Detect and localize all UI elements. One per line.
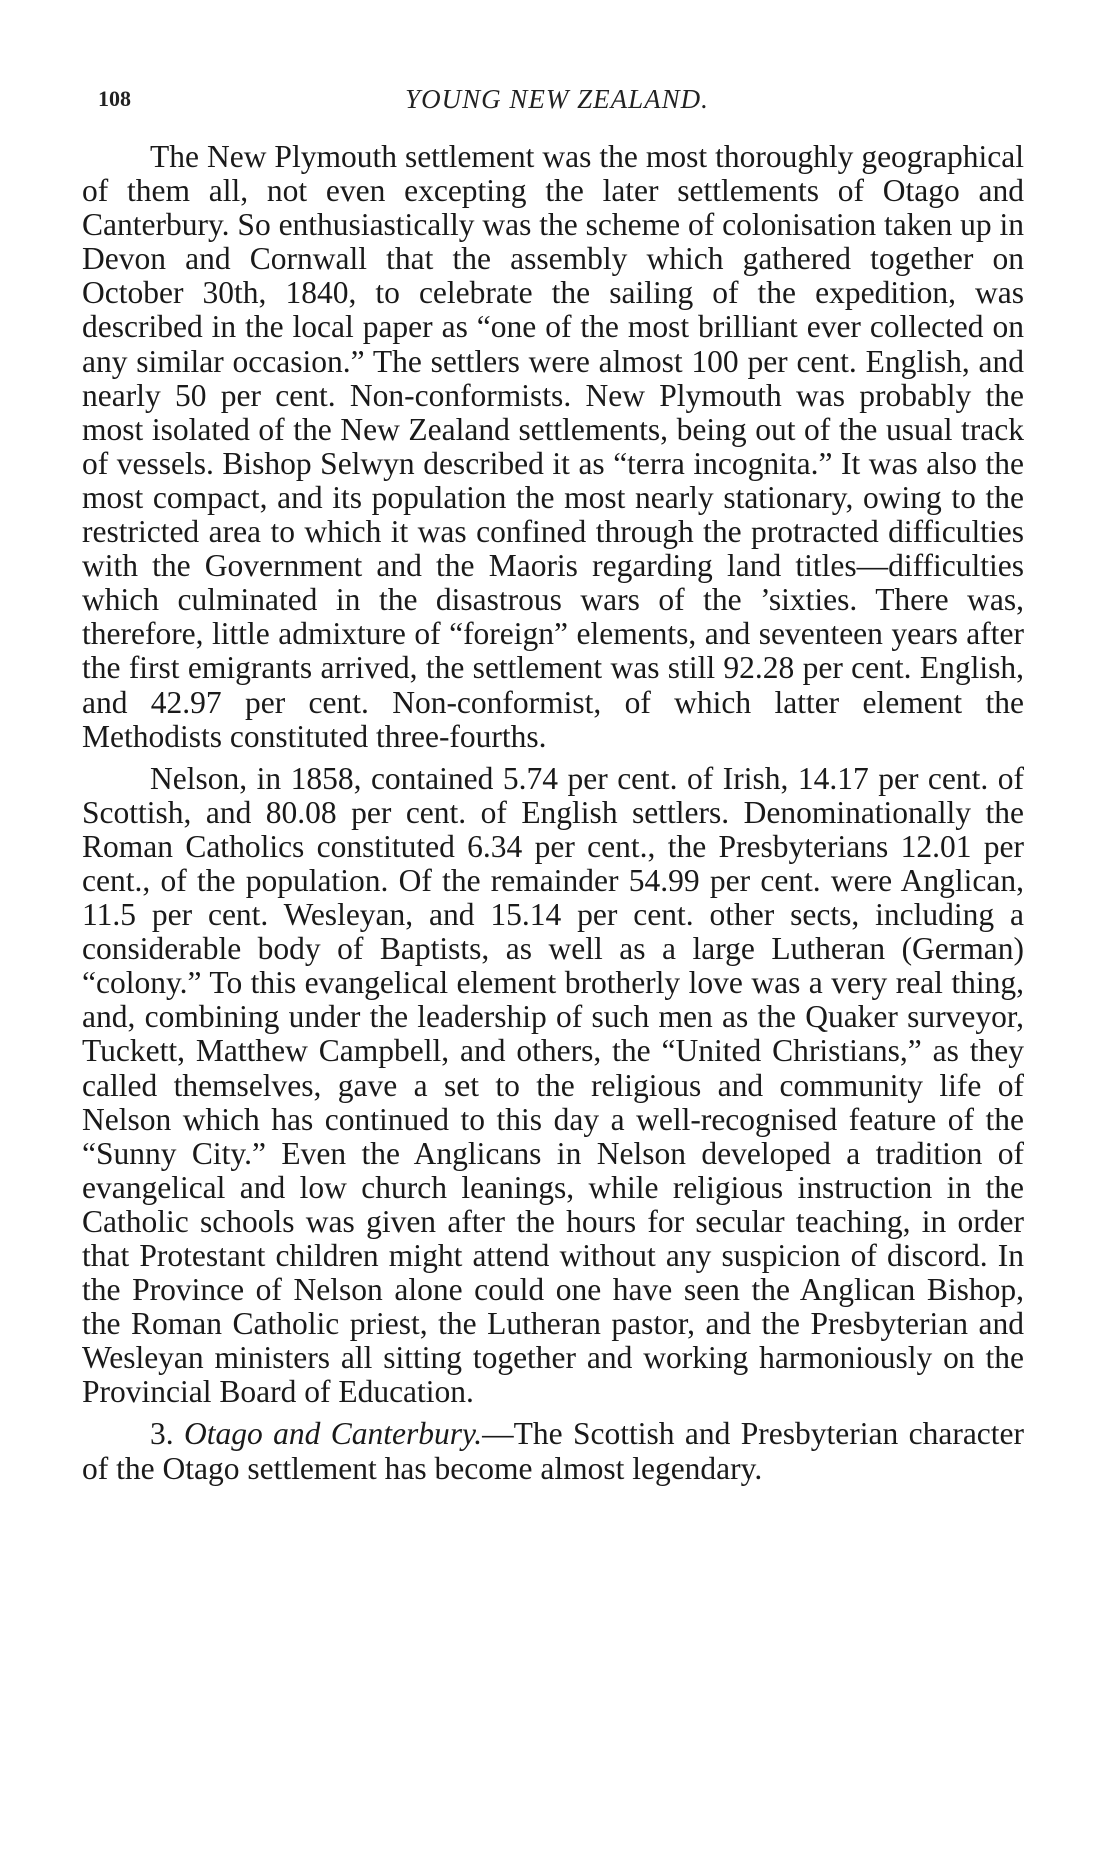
section-number: 3.	[150, 1416, 174, 1452]
page-number: 108	[98, 86, 131, 111]
paragraph-otago-canterbury	[82, 1417, 1024, 1485]
body-text	[82, 140, 1024, 1486]
section-text: —The Scottish and Presbyterian character of the Otago settlement has become almost legendary.	[82, 1416, 1025, 1486]
paragraph-nelson: Nelson, in 1858, contained 5.74 per cent. of Irish, 14.17 per cent. of Scottish, and 80.08 per cent. of English settlers. Denominationally the Roman Catholics constituted 6.34 per cent., the Presbyterians 12.01 per cent., of the population. Of the remainder 54.99 per cent. were Anglican, 11.5 per cent. Wesleyan, and 15.14 per cent. other sects, including a considerable body of Baptists, as well as a large Lutheran (German) “colony.” To this evangelical element brotherly love was a very real thing, and, combining under the leadership of such men as the Quaker surveyor, Tuckett, Matthew Campbell, and others, the “United Christians,” as they called themselves, gave a set to the religious and community life of Nelson which has continued to this day a well-recognised feature of the “Sunny City.” Even the Anglicans in Nelson developed a tradition of evangelical and low church leanings, while religious instruction in the Catholic schools was given after the hours for secular teaching, in order that Protestant children might attend without any suspicion of discord. In the Province of Nelson alone could one have seen the Anglican Bishop, the Roman Catholic priest, the Lutheran pastor, and the Presbyterian and Wesleyan ministers all sitting together and working harmoniously on the Provincial Board of Education.	[82, 760, 1024, 1410]
section-title: Otago and Canterbury.	[184, 1416, 483, 1452]
paragraph-new-plymouth: The New Plymouth settlement was the most thoroughly geographical of them all, not even excepting the later settlements of Otago and Canterbury. So enthusiastically was the scheme of colonisation taken up in Devon and Cornwall that the assembly which gathered together on October 30th, 1840, to celebrate the sailing of the expedition, was described in the local paper as “one of the most brilliant ever collected on any similar occasion.” The settlers were almost 100 per cent. English, and nearly 50 per cent. Non-conformists. New Plymouth was probably the most isolated of the New Zealand settlements, being out of the usual track of vessels. Bishop Selwyn described it as “terra incognita.” It was also the most compact, and its population the most nearly stationary, owing to the restricted area to which it was confined through the protracted difficulties with the Government and the Maoris regarding land titles—difficulties which culminated in the disastrous wars of the ’sixties. There was, therefore, little admixture of “foreign” elements, and seventeen years after the first emigrants arrived, the settlement was still 92.28 per cent. English, and 42.97 per cent. Non-conformist, of which latter element the Methodists constituted three-fourths.	[82, 139, 1024, 754]
running-title: YOUNG NEW ZEALAND.	[405, 84, 709, 114]
